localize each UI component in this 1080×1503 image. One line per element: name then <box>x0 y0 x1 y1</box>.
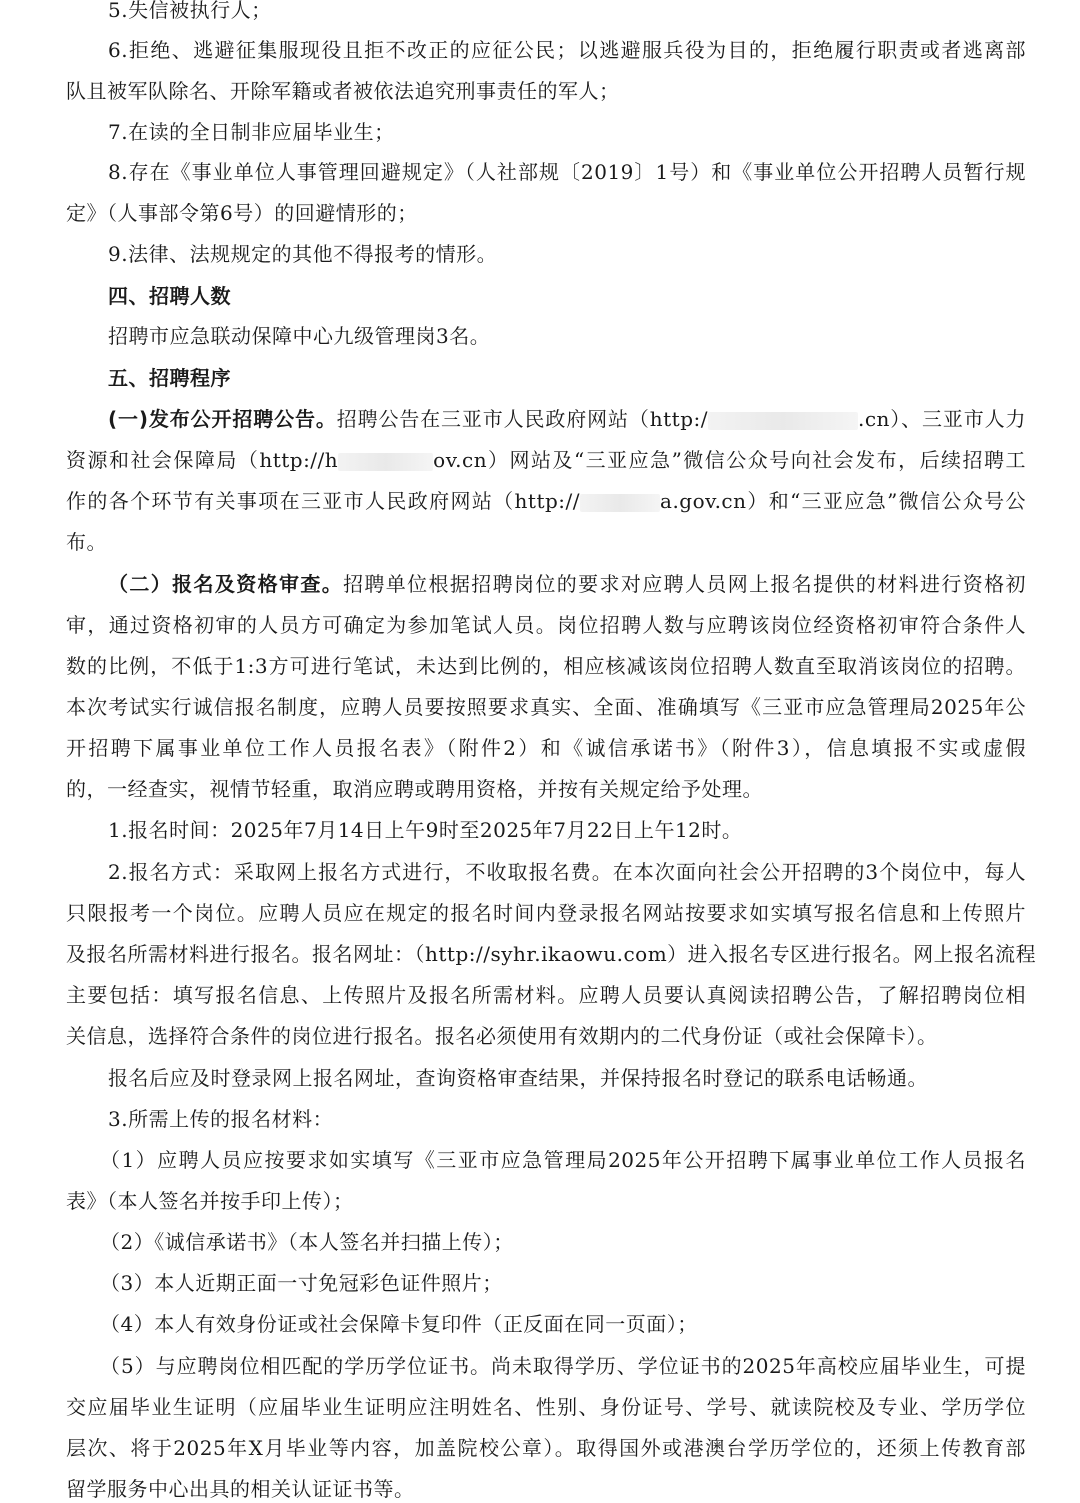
section-heading: 四、招聘人数 <box>108 284 231 308</box>
list-item: （5）与应聘岗位相匹配的学历学位证书。尚未取得学历、学位证书的2025年高校应届毕业生，可提 <box>100 1354 1026 1378</box>
list-item: （4）本人有效身份证或社会保障卡复印件（正反面在同一页面）； <box>100 1312 698 1336</box>
text-run: ov.cn）网站及“三亚应急”微信公众号向社会发布，后续招聘工 <box>433 448 1026 472</box>
paragraph-line: 交应届毕业生证明（应届毕业生证明应注明姓名、性别、身份证号、学号、就读院校及专业、学历学位 <box>66 1395 1026 1419</box>
paragraph-line: 关信息，选择符合条件的岗位进行报名。报名必须使用有效期内的二代身份证（或社会保障卡）。 <box>66 1024 938 1048</box>
paragraph-line: 层次、将于2025年X月毕业等内容，加盖院校公章）。取得国外或港澳台学历学位的，还须上传教育部 <box>66 1436 1026 1460</box>
redacted-url <box>708 412 858 430</box>
paragraph-line: 主要包括：填写报名信息、上传照片及报名所需材料。应聘人员要认真阅读招聘公告，了解招聘岗位相 <box>66 983 1026 1007</box>
list-item: 7.在读的全日制非应届毕业生； <box>108 120 395 144</box>
text-run: 作的各个环节有关事项在三亚市人民政府网站（http:// <box>66 489 581 513</box>
paragraph-line: 数的比例，不低于1:3方可进行笔试，未达到比例的，相应核减该岗位招聘人数直至取消该岗位的招聘。 <box>66 654 1026 678</box>
list-item: 1.报名时间：2025年7月14日上午9时至2025年7月22日上午12时。 <box>108 818 743 842</box>
text-run: 招聘公告在三亚市人民政府网站（http:/ <box>336 407 708 431</box>
redacted-url <box>580 494 660 512</box>
subsection-heading: (一)发布公开招聘公告。 <box>108 407 337 431</box>
text-run: 资源和社会保障局（http://h <box>66 448 339 472</box>
list-item: 5.失信被执行人； <box>108 0 272 22</box>
list-item: 2.报名方式：采取网上报名方式进行，不收取报名费。在本次面向社会公开招聘的3个岗位中，每人 <box>108 860 1026 884</box>
text-run: a.gov.cn）和“三亚应急”微信公众号公 <box>660 489 1026 513</box>
list-item: （1）应聘人员应按要求如实填写《三亚市应急管理局2025年公开招聘下属事业单位工作人员报名 <box>100 1148 1026 1172</box>
paragraph-line: 只限报考一个岗位。应聘人员应在规定的报名时间内登录报名网站按要求如实填写报名信息和上传照片 <box>66 901 1026 925</box>
section-heading: 五、招聘程序 <box>108 366 231 390</box>
paragraph-line: 审，通过资格初审的人员方可确定为参加笔试人员。岗位招聘人数与应聘该岗位经资格初审符合条件人 <box>66 613 1026 637</box>
redacted-url <box>338 453 433 471</box>
paragraph-line: 定》（人事部令第6号）的回避情形的； <box>66 201 418 225</box>
text-run: .cn）、三亚市人力 <box>857 407 1027 431</box>
subsection-heading: （二）报名及资格审查。 <box>108 572 344 596</box>
paragraph-line: 及报名所需材料进行报名。报名网址：（http://syhr.ikaowu.com）进入报名专区进行报名。网上报名流程 <box>66 942 1037 966</box>
paragraph-line: 的，一经查实，视情节轻重，取消应聘或聘用资格，并按有关规定给予处理。 <box>66 777 763 801</box>
paragraph-line <box>108 570 1026 598</box>
list-item: 8.存在《事业单位人事管理回避规定》（人社部规〔2019〕1号）和《事业单位公开招聘人员暂行规 <box>108 160 1026 184</box>
paragraph-line: 招聘市应急联动保障中心九级管理岗3名。 <box>108 324 491 348</box>
paragraph-line <box>108 405 1026 433</box>
paragraph-line: 开招聘下属事业单位工作人员报名表》（附件2）和《诚信承诺书》（附件3），信息填报不实或虚假 <box>66 736 1026 760</box>
paragraph-line <box>66 487 1026 515</box>
paragraph-line: 队且被军队除名、开除军籍或者被依法追究刑事责任的军人； <box>66 79 620 103</box>
list-item: （3）本人近期正面一寸免冠彩色证件照片； <box>100 1271 503 1295</box>
list-item: 6.拒绝、逃避征集服现役且拒不改正的应征公民；以逃避服兵役为目的，拒绝履行职责或者逃离部 <box>108 38 1026 62</box>
list-item: 3.所需上传的报名材料： <box>108 1107 334 1131</box>
text-run: 招聘单位根据招聘岗位的要求对应聘人员网上报名提供的材料进行资格初 <box>343 572 1027 596</box>
paragraph-line: 本次考试实行诚信报名制度，应聘人员要按照要求真实、全面、准确填写《三亚市应急管理局2025年公 <box>66 695 1026 719</box>
paragraph-line <box>66 446 1026 474</box>
paragraph-line: 留学服务中心出具的相关认证证书等。 <box>66 1477 415 1501</box>
paragraph-line: 表》（本人签名并按手印上传）； <box>66 1189 354 1213</box>
paragraph-line: 报名后应及时登录网上报名网址，查询资格审查结果，并保持报名时登记的联系电话畅通。 <box>108 1066 928 1090</box>
list-item: 9.法律、法规规定的其他不得报考的情形。 <box>108 242 498 266</box>
paragraph-line: 布。 <box>66 530 107 554</box>
list-item: （2）《诚信承诺书》（本人签名并扫描上传）； <box>100 1230 514 1254</box>
